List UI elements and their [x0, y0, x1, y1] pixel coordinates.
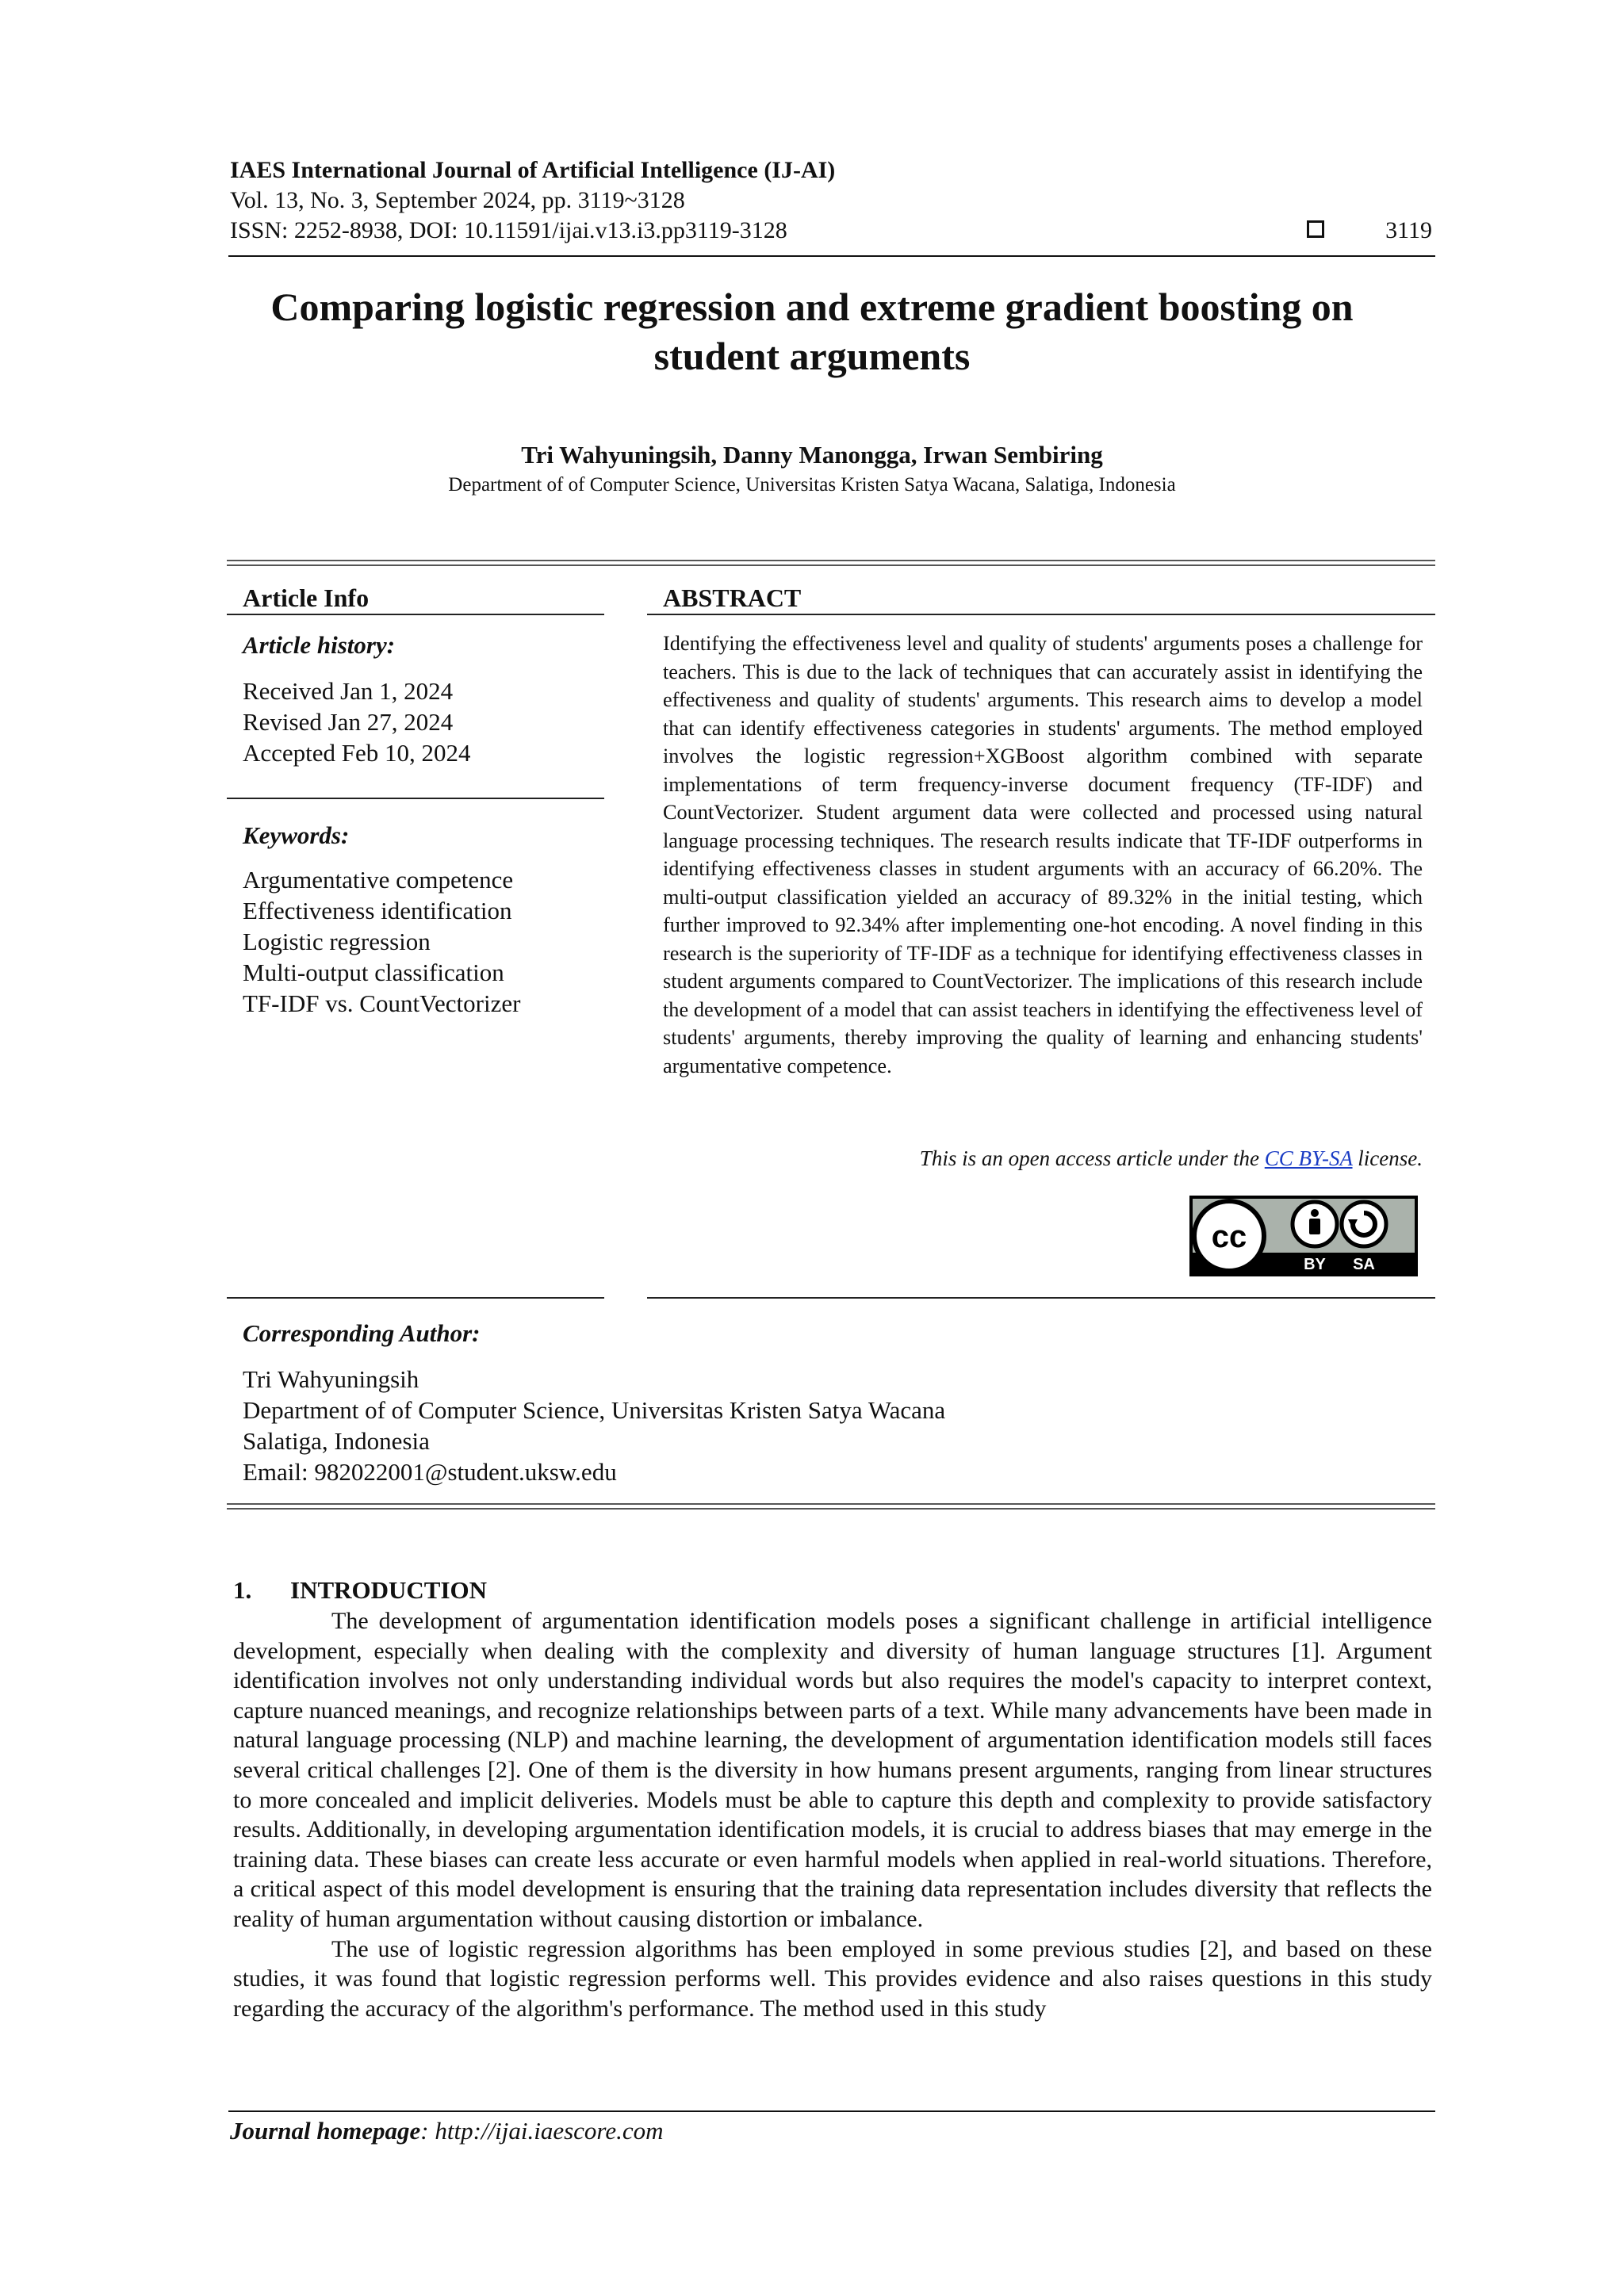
- divider: [227, 1503, 1435, 1505]
- divider: [227, 1508, 1435, 1510]
- cc-by-sa-badge[interactable]: [1189, 1196, 1418, 1280]
- journal-issn: ISSN: 2252-8938, DOI: 10.11591/ijai.v13.i3.pp3119-3128: [230, 217, 787, 243]
- footer-label: Journal homepage: [230, 2117, 421, 2145]
- divider: [647, 614, 1435, 615]
- abstract-heading: ABSTRACT: [663, 584, 802, 612]
- divider: [227, 564, 1435, 566]
- page-number: 3119: [1385, 217, 1432, 243]
- paper-title: [206, 282, 1418, 381]
- article-history: [243, 675, 471, 768]
- keywords-list: [243, 864, 520, 1019]
- abstract-text: Identifying the effectiveness level and quality of students' arguments poses a challenge for teachers. This is due to the lack of techniques that can accurately assist in identifying the effectiveness and quality of students' arguments. This research aims to develop a model that can identify effectiveness categories in students' arguments. The method employed involves the logistic regression+XGBoost algorithm combined with separate implementations of term frequency-inverse document frequency (TF-IDF) and CountVectorizer. Student argument data were collected and processed using natural language processing techniques. The research results indicate that TF-IDF outperforms in identifying effectiveness classes in student arguments with an accuracy of 66.20%. The multi-output classification yielded an accuracy of 89.32% in the initial testing, which further improved to 92.34% after implementing one-hot encoding. A novel finding in this research is the superiority of TF-IDF as a technique for identifying effectiveness classes in student arguments compared to CountVectorizer. The implications of this research include the development of a model that can assist teachers in identifying the effectiveness level of students' arguments, thereby improving the quality of learning and enhancing students' argumentative competence.: [663, 632, 1423, 1077]
- cc-text: cc: [1211, 1219, 1247, 1254]
- author-list: Tri Wahyuningsih, Danny Manongga, Irwan Sembiring: [521, 441, 1103, 469]
- title-line-1: Comparing logistic regression and extreme gradient boosting on: [270, 285, 1354, 329]
- introduction-body: [233, 1606, 1432, 2023]
- open-access-notice: [663, 1146, 1423, 1171]
- received-date: Received Jan 1, 2024: [243, 677, 454, 705]
- accepted-date: Accepted Feb 10, 2024: [243, 739, 471, 767]
- keyword: Logistic regression: [243, 928, 431, 955]
- keyword: Effectiveness identification: [243, 897, 512, 924]
- corresponding-author: [243, 1364, 945, 1487]
- author-name: Tri Wahyuningsih: [243, 1365, 419, 1393]
- revised-date: Revised Jan 27, 2024: [243, 708, 454, 736]
- divider: [647, 1297, 1435, 1299]
- article-history-heading: Article history:: [243, 631, 396, 659]
- author-email: Email: 982022001@student.uksw.edu: [243, 1458, 617, 1486]
- article-info-heading: Article Info: [243, 584, 370, 612]
- keyword: Argumentative competence: [243, 866, 514, 894]
- affiliation: Department of of Computer Science, Universitas Kristen Satya Wacana, Salatiga, Indonesia: [448, 474, 1176, 496]
- footer-url[interactable]: : http://ijai.iaescore.com: [420, 2117, 664, 2145]
- footer-rule: [228, 2110, 1435, 2112]
- section-heading: [233, 1576, 487, 1605]
- section-number: 1.: [233, 1576, 252, 1604]
- header-rule: [228, 255, 1435, 257]
- oa-suffix: license.: [1352, 1146, 1423, 1170]
- keywords-heading: Keywords:: [243, 821, 350, 849]
- divider: [227, 798, 604, 799]
- cc-by-sa-link[interactable]: CC BY-SA: [1264, 1146, 1353, 1170]
- paragraph: The development of argumentation identification models poses a significant challenge in artificial intelligence development, especially when dealing with the complexity and diversity of human language structures [1]. Argument identification involves not only understanding individual words but also requires the model's capacity to interpret context, capture nuanced meanings, and recognize relationships between parts of a text. While many advancements have been made in natural language processing (NLP) and machine learning, the development of argumentation identification models still faces several critical challenges [2]. One of them is the diversity in how humans present arguments, ranging from linear structures to more concealed and implicit deliveries. Models must be able to capture this depth and complexity to provide satisfactory results. Additionally, in developing argumentation identification models, it is crucial to address biases that may emerge in the training data. These biases can create less accurate or even harmful models when applied in real-world situations. Therefore, a critical aspect of this model development is ensuring that the training data representation includes diversity that reflects the reality of human argumentation without causing distortion or imbalance.: [233, 1608, 1432, 1932]
- keyword: TF-IDF vs. CountVectorizer: [243, 989, 521, 1017]
- journal-volume: Vol. 13, No. 3, September 2024, pp. 3119~3128: [230, 187, 685, 213]
- section-title: INTRODUCTION: [290, 1576, 488, 1604]
- title-line-2: student arguments: [653, 334, 971, 378]
- journal-name: IAES International Journal of Artificial Intelligence (IJ-AI): [230, 157, 836, 183]
- divider: [227, 560, 1435, 561]
- sa-text: SA: [1353, 1256, 1375, 1273]
- divider: [227, 1297, 604, 1299]
- square-bullet-icon: [1307, 220, 1324, 238]
- author-city: Salatiga, Indonesia: [243, 1427, 430, 1455]
- cc-license-icon: [1189, 1196, 1418, 1276]
- keyword: Multi-output classification: [243, 959, 504, 986]
- by-text: BY: [1304, 1256, 1326, 1273]
- journal-homepage: [230, 2117, 663, 2145]
- corresponding-author-heading: Corresponding Author:: [243, 1319, 481, 1347]
- divider: [227, 614, 604, 615]
- author-department: Department of of Computer Science, Universitas Kristen Satya Wacana: [243, 1396, 946, 1424]
- oa-prefix: This is an open access article under the: [919, 1146, 1265, 1170]
- paragraph: The use of logistic regression algorithms has been employed in some previous studies [2], and based on these studies, it was found that logistic regression performs well. This provides evidence and also raises questions in this study regarding the accuracy of the algorithm's performance. The method used in this study: [233, 1935, 1432, 2022]
